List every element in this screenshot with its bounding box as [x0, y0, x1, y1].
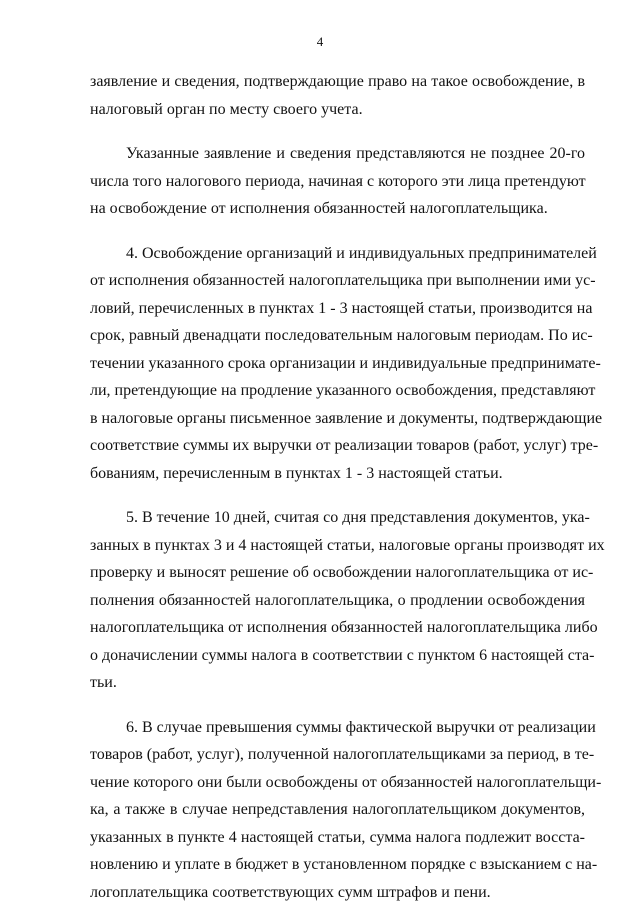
- text-line: указанных в пункте 4 настоящей статьи, сумма налога подлежит восста-: [90, 824, 585, 852]
- text-line: ка, а также в случае непредставления налогоплательщиком документов,: [90, 796, 585, 824]
- text-line: течении указанного срока организации и индивидуальные предпринимате-: [90, 350, 585, 378]
- text-line: логоплательщика соответствующих сумм штрафов и пени.: [90, 879, 585, 906]
- page-number: 4: [0, 34, 640, 50]
- text-line: на освобождение от исполнения обязанностей налогоплательщика.: [90, 195, 585, 223]
- text-line: 5. В течение 10 дней, считая со дня представления документов, ука-: [90, 504, 585, 532]
- text-line: срок, равный двенадцати последовательным налоговым периодам. По ис-: [90, 322, 585, 350]
- text-line: налогоплательщика от исполнения обязанностей налогоплательщика либо: [90, 614, 585, 642]
- text-line: 6. В случае превышения суммы фактической выручки от реализации: [90, 714, 585, 742]
- text-line: ли, претендующие на продление указанного освобождения, представляют: [90, 377, 585, 405]
- text-line: полнения обязанностей налогоплательщика, о продлении освобождения: [90, 587, 585, 615]
- text-line: занных в пунктах 3 и 4 настоящей статьи, налоговые органы производят их: [90, 532, 585, 560]
- text-line: ловий, перечисленных в пунктах 1 - 3 настоящей статьи, производится на: [90, 295, 585, 323]
- paragraph-item-4: [90, 240, 585, 488]
- paragraph-item-6: [90, 714, 585, 906]
- text-line: соответствие суммы их выручки от реализации товаров (работ, услуг) тре-: [90, 432, 585, 460]
- text-line: числа того налогового периода, начиная с которого эти лица претендуют: [90, 168, 585, 196]
- text-line: чение которого они были освобождены от обязанностей налогоплательщи-: [90, 769, 585, 797]
- text-line: тьи.: [90, 669, 585, 697]
- text-line: новлению и уплате в бюджет в установленном порядке с взысканием с на-: [90, 851, 585, 879]
- paragraph-submission-deadline: [90, 140, 585, 223]
- text-line: о доначислении суммы налога в соответствии с пунктом 6 настоящей ста-: [90, 642, 585, 670]
- text-line: заявление и сведения, подтверждающие право на такое освобождение, в: [90, 68, 585, 96]
- text-line: бованиям, перечисленным в пунктах 1 - 3 настоящей статьи.: [90, 460, 585, 488]
- document-body: [90, 68, 585, 906]
- text-line: 4. Освобождение организаций и индивидуальных предпринимателей: [90, 240, 585, 268]
- paragraph-item-5: [90, 504, 585, 697]
- paragraph-continuation: [90, 68, 585, 123]
- text-line: от исполнения обязанностей налогоплательщика при выполнении ими ус-: [90, 267, 585, 295]
- text-line: налоговый орган по месту своего учета.: [90, 96, 585, 124]
- text-line: в налоговые органы письменное заявление и документы, подтверждающие: [90, 405, 585, 433]
- text-line: Указанные заявление и сведения представляются не позднее 20-го: [90, 140, 585, 168]
- text-line: товаров (работ, услуг), полученной налогоплательщиками за период, в те-: [90, 741, 585, 769]
- text-line: проверку и выносят решение об освобождении налогоплательщика от ис-: [90, 559, 585, 587]
